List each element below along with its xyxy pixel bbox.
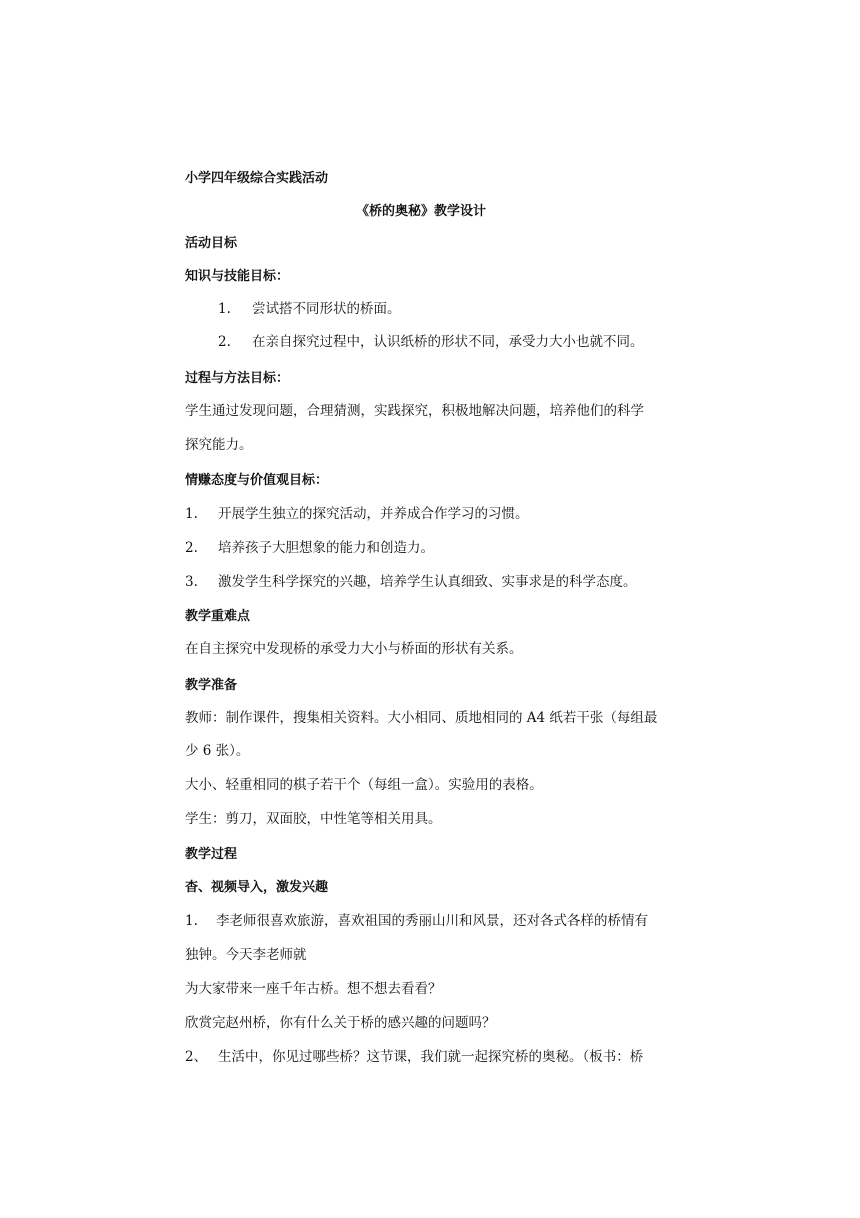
knowledge-item [218,333,644,351]
prep-student-text: 学生：剪刀，双面胶，中性笔等相关用具。 [185,811,442,827]
item-number: 2. [218,334,231,350]
attitude-item [185,573,637,591]
keypoints-heading: 教学重难点 [185,609,251,624]
process-goal-heading: 过程与方法目标： [185,371,290,386]
process-heading: 教学过程 [185,847,238,862]
knowledge-heading: 知识与技能目标： [185,269,290,284]
keypoints-text: 在自主探究中发现桥的承受力大小与桥面的形状有关系。 [185,641,523,657]
item-text: 激发学生科学探究的兴趣，培养学生认真细致、实事求是的科学态度。 [218,574,637,590]
prep-teacher-text: 教师：制作课件，搜集相关资料。大小相同、质地相同的 A4 纸若干张（每组最 [185,710,658,726]
section-heading: 杳、视频导入，激发兴趣 [185,880,329,895]
item-text: 开展学生独立的探究活动，并养成合作学习的习惯。 [218,506,529,522]
item-number: 1. [185,506,198,522]
document-title: 《桥的奥秘》教学设计 [356,204,487,219]
paragraph-line: 独钟。今天李老师就 [185,947,307,963]
paragraph-number: 2、 [185,1049,208,1065]
knowledge-item [218,300,401,318]
paragraph-line: 欣赏完赵州桥，你有什么关于桥的感兴趣的问题吗？ [185,1015,496,1031]
prep-heading: 教学准备 [185,678,238,693]
item-text: 培养孩子大胆想象的能力和创造力。 [218,540,434,556]
item-number: 2. [185,540,198,556]
attitude-heading: 情赚态度与价值观目标： [185,473,329,488]
process-goal-text: 学生通过发现问题，合理猜测，实践探究，积极地解决问题，培养他们的科学 [185,403,644,419]
attitude-item [185,539,434,557]
paragraph-line: 为大家带来一座千年古桥。想不想去看看？ [185,981,442,997]
prep-teacher-text: 大小、轻重相同的棋子若干个（每组一盒）。实验用的表格。 [185,777,543,793]
item-text: 尝试搭不同形状的桥面。 [252,301,401,317]
paragraph-line [185,1048,643,1066]
paragraph-line [185,912,648,930]
paragraph-number: 1. [185,913,198,929]
document-subtitle: 小学四年级综合实践活动 [185,171,329,186]
goals-heading: 活动目标 [185,236,238,251]
attitude-item [185,505,529,523]
item-text: 在亲自探究过程中，认识纸桥的形状不同，承受力大小也就不同。 [252,334,644,350]
paragraph-text: 生活中，你见过哪些桥？这节课，我们就一起探究桥的奥秘。（板书：桥 [218,1049,644,1065]
prep-teacher-text: 少 6 张）。 [185,743,250,759]
item-number: 1. [218,301,231,317]
item-number: 3. [185,574,198,590]
paragraph-text: 李老师很喜欢旅游，喜欢祖国的秀丽山川和风景，还对各式各样的桥情有 [216,913,648,929]
process-goal-text: 探究能力。 [185,437,253,453]
